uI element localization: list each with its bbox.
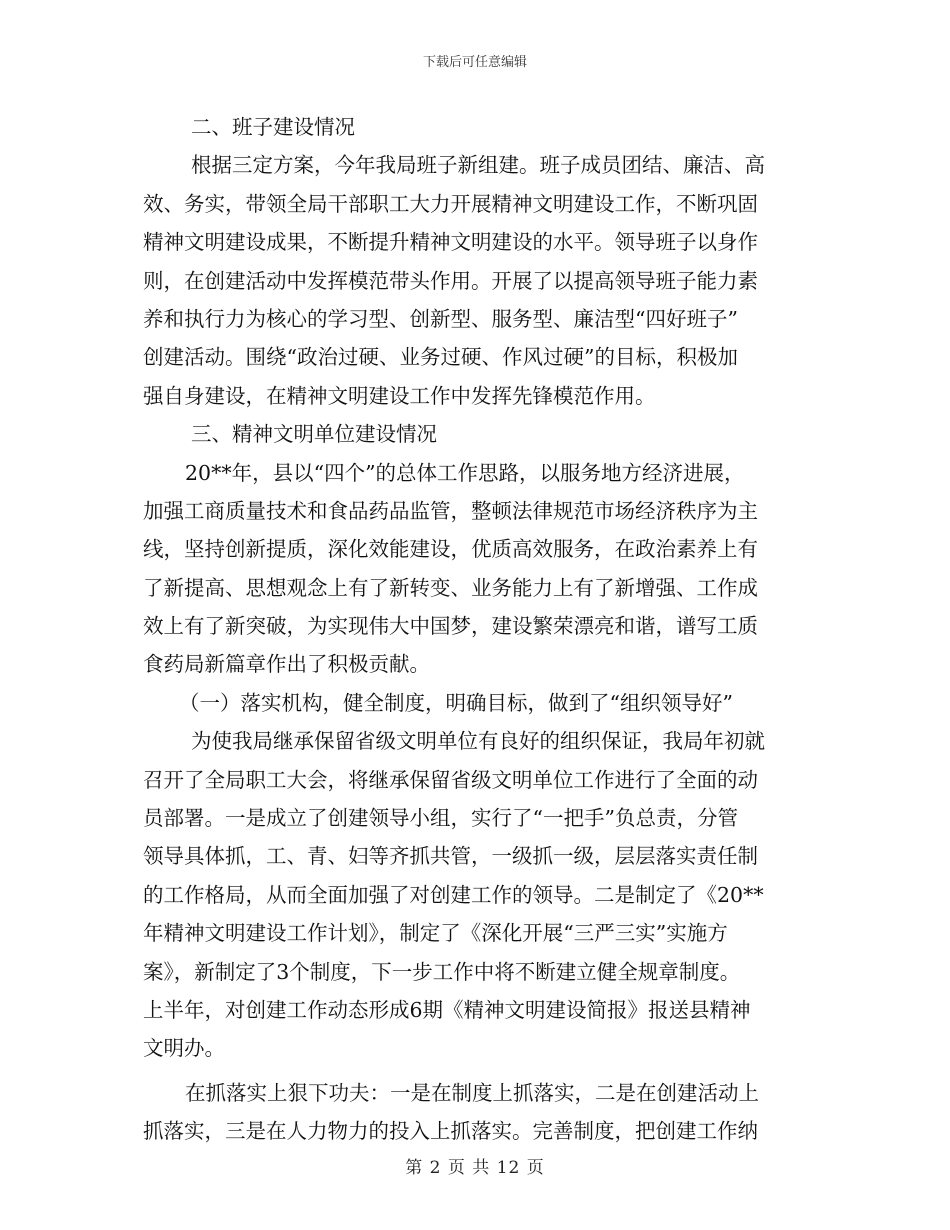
paragraph-line: 领导具体抓，工、青、妇等齐抓共管，一级抓一级，层层落实责任制 <box>143 844 758 869</box>
paragraph-line: 抓落实，三是在人力物力的投入上抓落实。完善制度，把创建工作纳 <box>143 1119 758 1144</box>
paragraph-line: 精神文明建设成果，不断提升精神文明建设的水平。领导班子以身作 <box>143 230 758 255</box>
page-header-note: 下载后可任意编辑 <box>422 55 527 70</box>
subsection-heading: （一）落实机构，健全制度，明确目标，做到了“组织领导好” <box>179 690 733 715</box>
paragraph-line: 则，在创建活动中发挥模范带头作用。开展了以提高领导班子能力素 <box>143 268 758 293</box>
section-heading: 三、精神文明单位建设情况 <box>191 422 437 447</box>
paragraph-line: 效、务实，带领全局干部职工大力开展精神文明建设工作，不断巩固 <box>143 191 758 216</box>
paragraph-line: 根据三定方案，今年我局班子新组建。班子成员团结、廉洁、高 <box>191 153 765 178</box>
paragraph-line: 的工作格局，从而全面加强了对创建工作的领导。二是制定了《20** <box>143 882 764 907</box>
section-heading: 二、班子建设情况 <box>191 115 355 139</box>
paragraph-line: 强自身建设，在精神文明建设工作中发挥先锋模范作用。 <box>143 383 656 408</box>
paragraph-line: 为使我局继承保留省级文明单位有良好的组织保证，我局年初就 <box>191 729 765 754</box>
paragraph-line: 文明办。 <box>143 1036 225 1061</box>
paragraph-line: 案》，新制定了3个制度，下一步工作中将不断建立健全规章制度。 <box>143 959 741 984</box>
paragraph-line: 加强工商质量技术和食品药品监管，整顿法律规范市场经济秩序为主 <box>143 498 758 523</box>
paragraph-line: 线，坚持创新提质，深化效能建设，优质高效服务，在政治素养上有 <box>143 537 758 562</box>
paragraph-line: 食药局新篇章作出了积极贡献。 <box>143 652 430 677</box>
paragraph-line: 年精神文明建设工作计划》，制定了《深化开展“三严三实”实施方 <box>143 921 728 946</box>
paragraph-line: 上半年，对创建工作动态形成6期《精神文明建设简报》报送县精神 <box>143 997 751 1022</box>
paragraph-line: 创建活动。围绕“政治过硬、业务过硬、作风过硬”的目标，积极加 <box>143 345 738 370</box>
paragraph-line: 20**年，县以“四个”的总体工作思路，以服务地方经济进展， <box>185 460 745 485</box>
page-number: 第 2 页 共 12 页 <box>405 1158 545 1178</box>
paragraph-line: 了新提高、思想观念上有了新转变、业务能力上有了新增强、工作成 <box>143 575 758 600</box>
paragraph-line: 效上有了新突破，为实现伟大中国梦，建设繁荣漂亮和谐，谱写工质 <box>143 614 758 639</box>
paragraph-line: 员部署。一是成立了创建领导小组，实行了“一把手”负总责，分管 <box>143 806 738 831</box>
paragraph-line: 养和执行力为核心的学习型、创新型、服务型、廉洁型“四好班子” <box>143 306 738 331</box>
paragraph-line: 召开了全局职工大会，将继承保留省级文明单位工作进行了全面的动 <box>143 767 758 792</box>
document-body <box>143 108 797 1151</box>
paragraph-line: 在抓落实上狠下功夫：一是在制度上抓落实，二是在创建活动上 <box>185 1080 759 1105</box>
